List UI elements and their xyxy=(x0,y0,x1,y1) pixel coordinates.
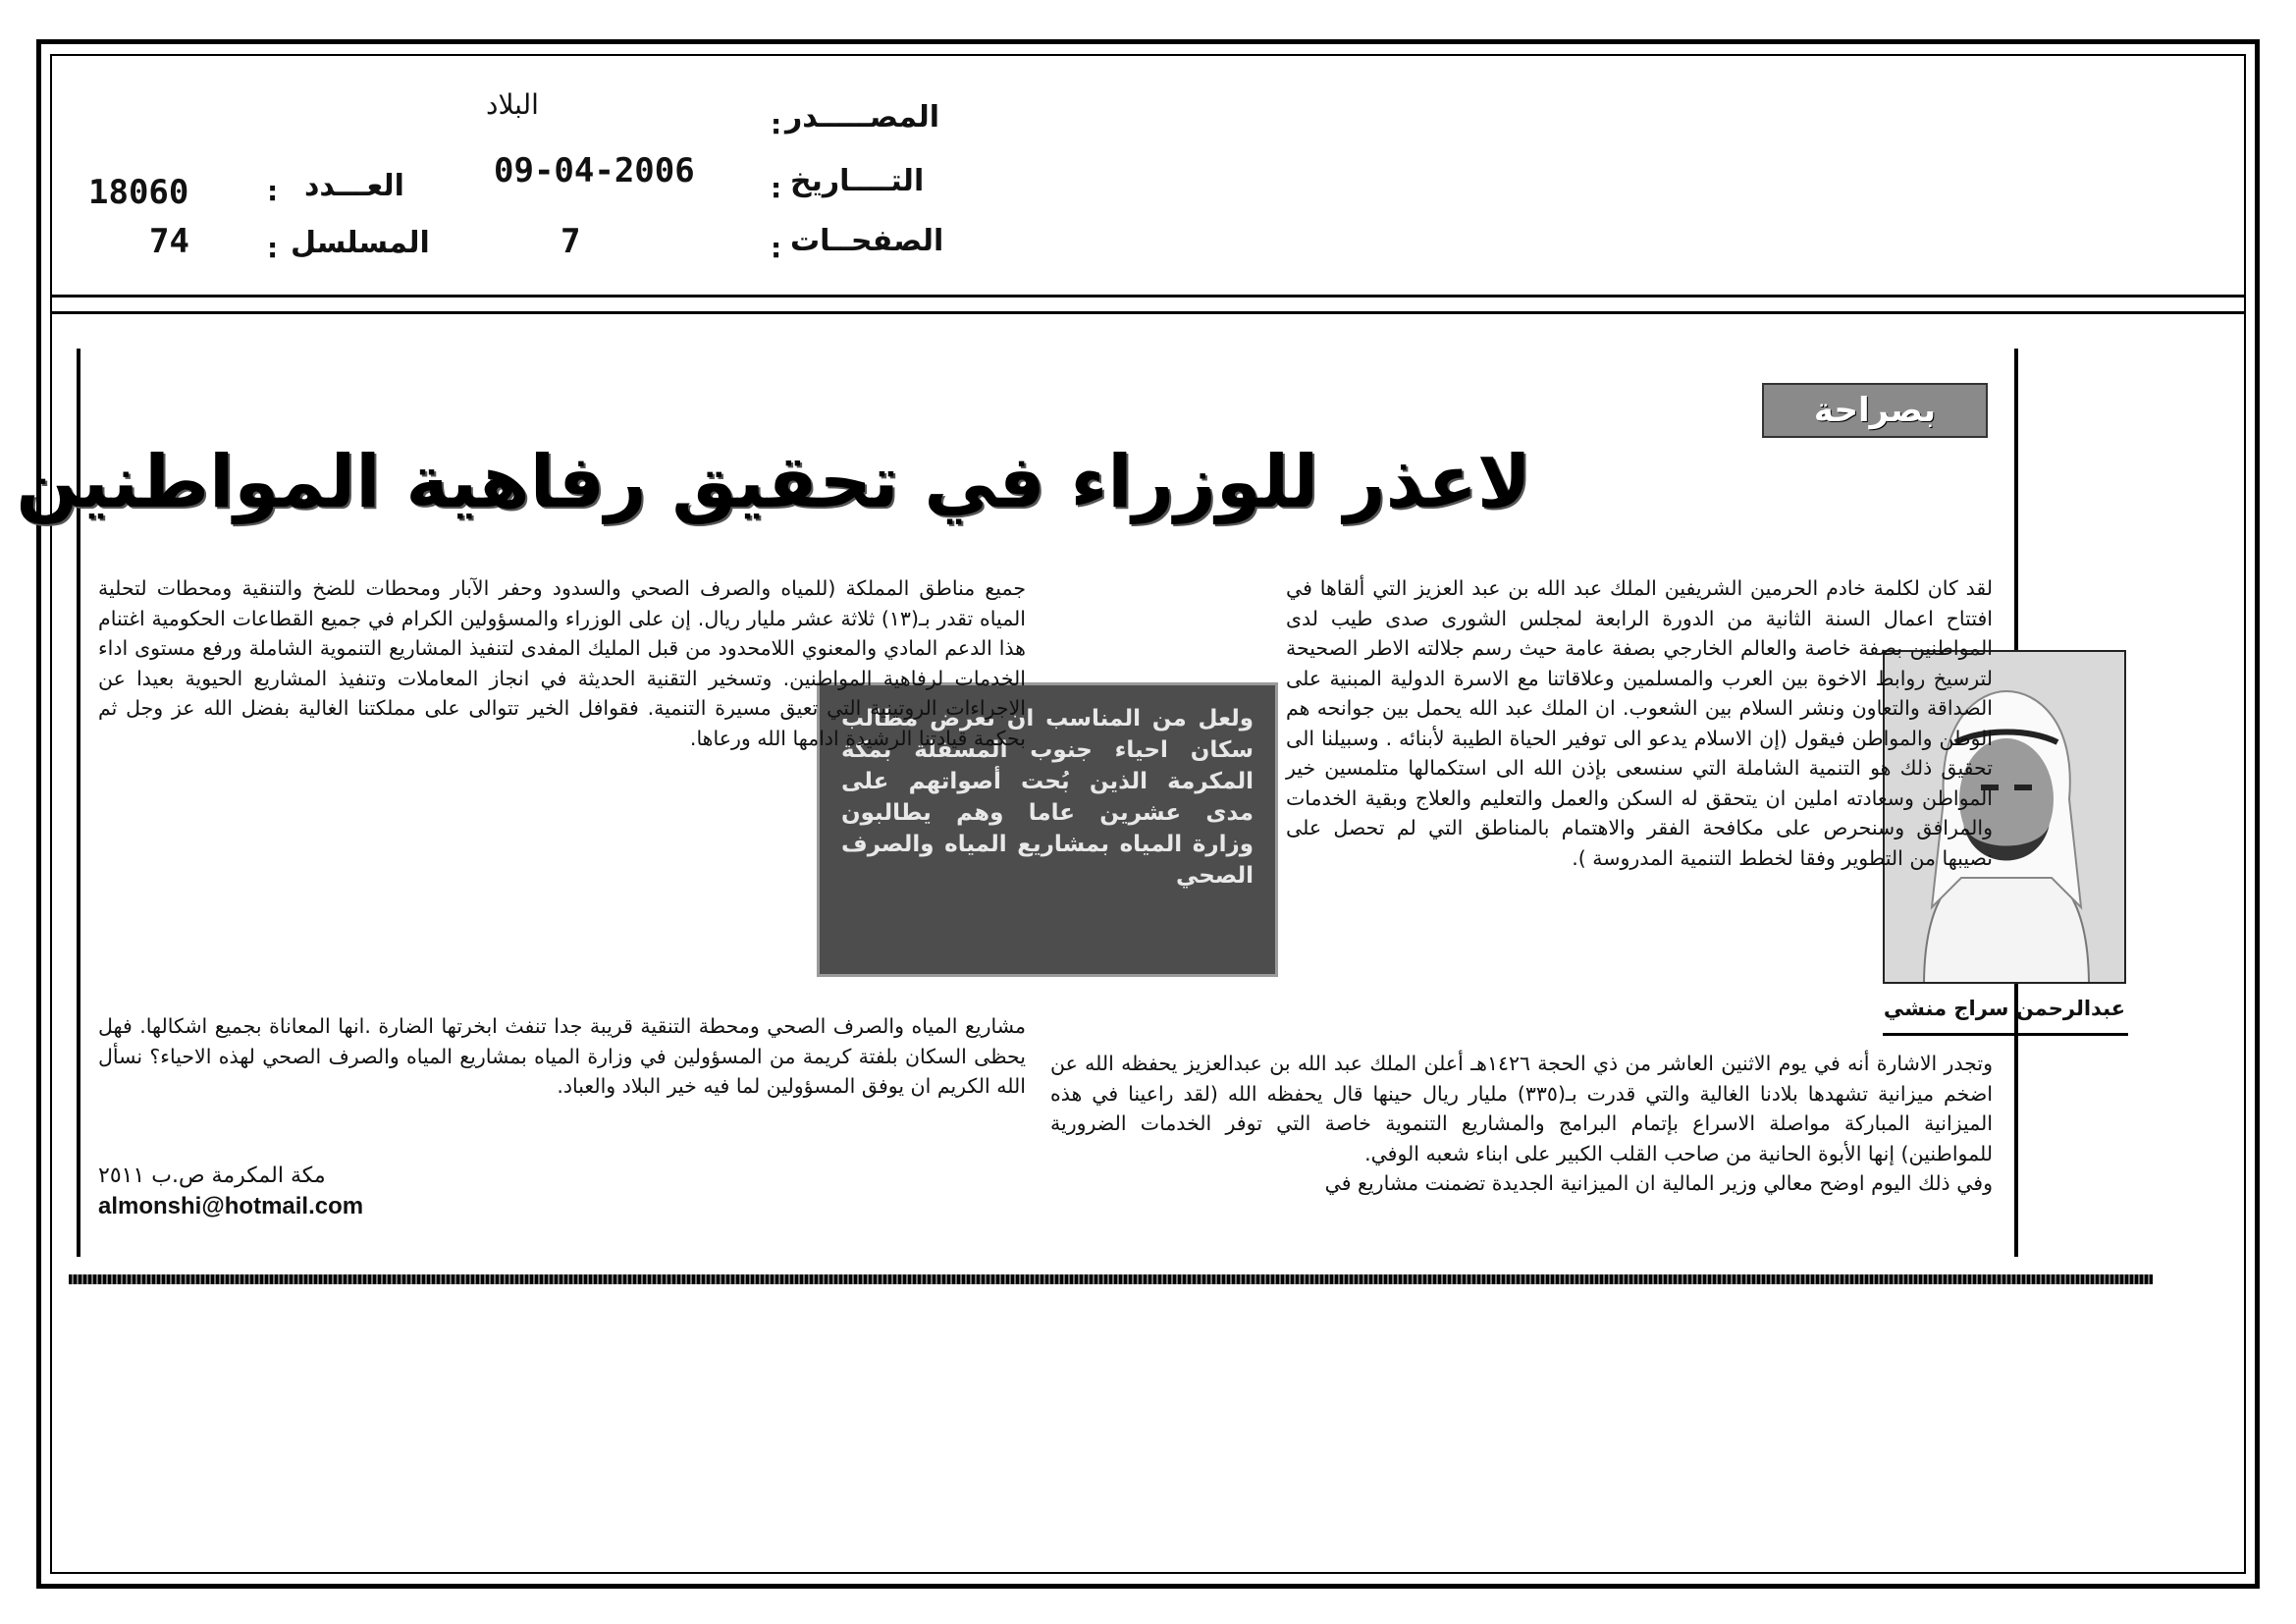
left-column-wide xyxy=(98,1011,1026,1102)
right-col-paragraph-1-start: لقد كان لكلمة خادم الحرمين الشريفين الملك عبد الله بن عبد العزيز التي ألقاها في افتتاح اعمال السنة الثانية من الدورة الرابعة لمجلس الشورى صدى طيب لدى المواطنين بصفة خاصة والعالم الخارجي بصفة عامة حيث رسم جلالته الاطر الصحيحة لترسيخ روابط الاخوة بين العرب والمسلمين وعلاقاتنا مع الاسرة الدولية المبنية على الصداقة والتعاون ونشر السلام بين الشعوب. ان الملك عبد الله يحمل بين جوانحه هم الوطن والمواطن فيقول (إن الاسلام يدعو الى توفير الحياة الطيبة لأبنائه . وسبيلنا الى تحقيق ذلك هو التنمية الشاملة التي سنسعى بإذن الله الى استكمالها متلمسين خير المواطن وسعادته املين ان يتحقق له السكن والعمل والتعليم والعلاج وبقية الخدمات والمرافق وسنحرص على مكافحة الفقر والاهتمام بالمناطق التي لم تحصل على نصيبها من التطوير وفقا لخطط التنمية المدروسة ). xyxy=(1286,576,1993,870)
issue-value: 18060 xyxy=(88,173,189,212)
signature-email: almonshi@hotmail.com xyxy=(98,1193,364,1219)
left-col-wide-paragraph: مشاريع المياه والصرف الصحي ومحطة التنقية قريبة جدا تنفث ابخرتها الضارة .انها المعاناة بجميع اشكالها. فهل يحظى السكان بلفتة كريمة من المسؤولين في وزارة المياه بمشاريع المياه والصرف الصحي لهذه الاحياء؟ نسأل الله الكريم ان يوفق المسؤولين لما فيه خير البلاد والعباد. xyxy=(98,1014,1026,1098)
pages-value: 7 xyxy=(561,222,581,261)
date-value: 09-04-2006 xyxy=(494,151,695,190)
pages-colon: : xyxy=(771,232,782,264)
header-rule-bottom xyxy=(50,311,2246,314)
headline: لاعذر للوزراء في تحقيق رفاهية المواطنين xyxy=(16,440,1531,524)
serial-label: المسلسل xyxy=(291,226,430,260)
source-colon: : xyxy=(771,108,782,140)
right-col-paragraph-2: وتجدر الاشارة أنه في يوم الاثنين العاشر من ذي الحجة ١٤٢٦هـ أعلن الملك عبد الله بن عبدالعزيز يحفظه الله عن اضخم ميزانية تشهدها بلادنا الغالية والتي قدرت بـ(٣٣٥) مليار ريال حينها قال يحفظه الله (لقد راعينا في هذه الميزانية المباركة مواصلة الاسراع بإتمام البرامج والمشاريع التنموية خاصة التي توفر الخدمات الضرورية للمواطنين) إنها الأبوة الحانية من صاحب القلب الكبير على ابناء شعبه الوفي. xyxy=(1050,1052,1994,1165)
author-name: عبدالرحمن سراج منشي xyxy=(1883,997,2126,1020)
right-column-top xyxy=(1286,573,1993,873)
pages-label: الصفحــات xyxy=(790,224,944,258)
bottom-rule xyxy=(69,1274,2153,1284)
left-column-top xyxy=(98,573,1026,753)
signature-address: مكة المكرمة ص.ب ٢٥١١ xyxy=(98,1164,326,1188)
caption-rule xyxy=(1883,1033,2128,1036)
serial-colon: : xyxy=(267,232,279,264)
date-colon: : xyxy=(771,172,782,204)
date-label: التــــاريخ xyxy=(790,164,925,198)
source-value: البلاد xyxy=(486,88,539,121)
header-rule-top xyxy=(50,295,2246,298)
column-badge: بصراحة xyxy=(1762,383,1988,438)
pull-quote: ولعل من المناسب ان نعرض مطالب سكان احياء جنوب المسفلة بمكة المكرمة الذين بُحت أصواتهم على مدى عشرين عاما وهم يطالبون وزارة المياه بمشاريع المياه والصرف الصحي xyxy=(817,682,1278,977)
right-column-bottom xyxy=(1050,1049,1993,1199)
serial-value: 74 xyxy=(149,222,189,261)
source-label: المصـــــدر xyxy=(785,100,940,135)
left-col-paragraph-1: جميع مناطق المملكة (للمياه والصرف الصحي والسدود وحفر الآبار ومحطات للضخ والتنقية ومحطات لتحلية المياه تقدر بـ(١٣) ثلاثة عشر مليار ريال. إن على الوزراء والمسؤولين الكرام في جميع القطاعات الحكومية اغتنام هذا الدعم المادي والمعنوي اللامحدود من قبل المليك المفدى لتنفيذ المشاريع التنموية الشاملة ورفع مستوى اداء الخدمات لرفاهية المواطنين. وتسخير التقنية الحديثة في انجاز المعاملات وتنفيذ المشاريع الحيوية بعيدا عن الاجراءات الروتينية التي تعيق مسيرة التنمية. فقوافل الخير تتوالى على مملكتنا الغالية بفضل الله عز وجل ثم بحكمة قيادتنا الرشيدة ادامها الله ورعاها. xyxy=(98,576,1026,750)
issue-label: العـــدد xyxy=(304,169,404,203)
right-col-paragraph-3: وفي ذلك اليوم اوضح معالي وزير المالية ان الميزانية الجديدة تضمنت مشاريع في xyxy=(1324,1171,1993,1195)
issue-colon: : xyxy=(267,175,279,207)
